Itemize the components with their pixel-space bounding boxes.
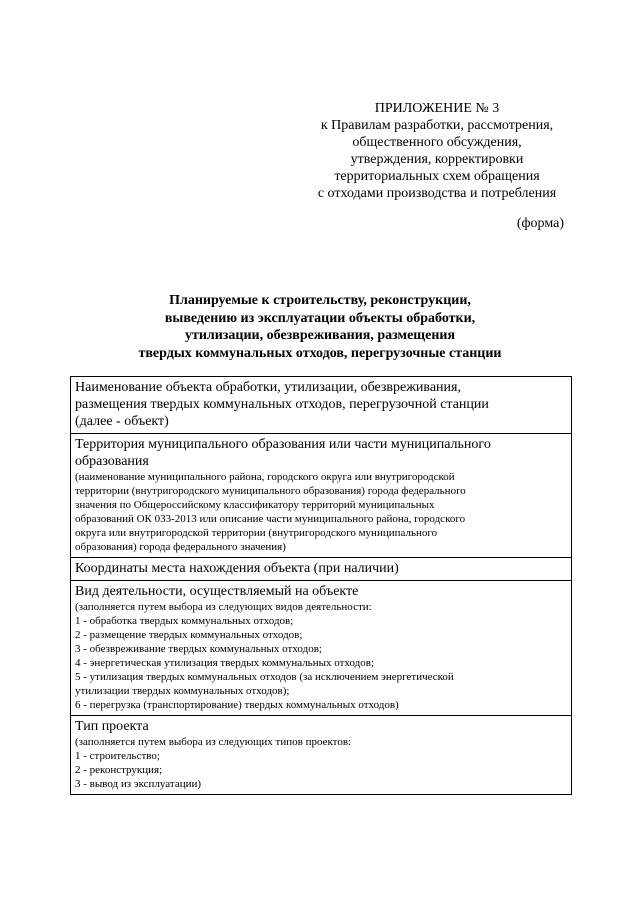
row-note-line: 4 - энергетическая утилизация твердых коммунальных отходов; [75, 657, 374, 669]
title-line: утилизации, обезвреживания, размещения [184, 328, 456, 343]
row-object-name [71, 377, 572, 434]
table-cell [71, 377, 572, 434]
row-note-line: значения по Общероссийскому классификатору территорий муниципальных [75, 499, 435, 511]
row-project-type [71, 716, 572, 795]
row-heading-line: (далее - объект) [75, 414, 169, 429]
table-cell [71, 581, 572, 716]
row-note-line: округа или внутригородской территории (внутригородского муниципального [75, 527, 438, 539]
row-note-line: 6 - перегрузка (транспортирование) твердых коммунальных отходов) [75, 699, 399, 711]
row-note-line: 5 - утилизация твердых коммунальных отходов (за исключением энергетической [75, 671, 454, 683]
row-note-line: 1 - обработка твердых коммунальных отходов; [75, 615, 294, 627]
title-line: выведению из эксплуатации объекты обработки, [164, 310, 476, 326]
row-note-line: 3 - вывод из эксплуатации) [75, 778, 202, 790]
row-note-line: образований ОК 033-2013 или описание части муниципального района, городского [75, 513, 466, 525]
row-note-line: образования) города федерального значения) [75, 541, 286, 553]
appendix-line: утверждения, корректировки [350, 152, 524, 167]
table-cell [71, 558, 572, 581]
document-title [60, 292, 580, 362]
row-heading-line: Координаты места нахождения объекта (при наличии) [75, 561, 399, 576]
row-note-line: (заполняется путем выбора из следующих видов деятельности: [75, 601, 372, 613]
form-table [70, 376, 572, 795]
form-mark: (форма) [516, 216, 564, 231]
row-heading-line: размещения твердых коммунальных отходов, перегрузочной станции [75, 397, 489, 412]
row-note-line: 2 - размещение твердых коммунальных отходов; [75, 629, 303, 641]
table-cell [71, 716, 572, 795]
appendix-line: с отходами производства и потребления [317, 186, 557, 201]
row-coordinates [71, 558, 572, 581]
row-note-line: (наименование муниципального района, городского округа или внутригородской [75, 471, 455, 483]
title-line: твердых коммунальных отходов, перегрузочные станции [138, 345, 502, 361]
row-note-line: территории (внутригородского муниципального образования) города федерального [75, 485, 466, 497]
row-heading-line: Территория муниципального образования или части муниципального [75, 437, 491, 452]
row-heading-line: образования [75, 454, 149, 469]
row-heading-line: Тип проекта [75, 719, 149, 734]
appendix-line: территориальных схем обращения [334, 169, 540, 184]
row-note-line: (заполняется путем выбора из следующих типов проектов: [75, 736, 352, 748]
row-note-line: 2 - реконструкция; [75, 764, 163, 776]
row-note-line: 1 - строительство; [75, 750, 160, 762]
appendix-title: ПРИЛОЖЕНИЕ № 3 [374, 101, 500, 116]
row-territory [71, 434, 572, 558]
row-activity-type [71, 581, 572, 716]
row-heading-line: Вид деятельности, осуществляемый на объекте [75, 584, 359, 599]
title-line: Планируемые к строительству, реконструкции, [169, 293, 471, 308]
appendix-line: общественного обсуждения, [352, 135, 522, 150]
appendix-header [290, 100, 584, 202]
table-cell [71, 434, 572, 558]
row-note-line: утилизации твердых коммунальных отходов); [75, 685, 290, 697]
row-note-line: 3 - обезвреживание твердых коммунальных отходов; [75, 643, 322, 655]
appendix-line: к Правилам разработки, рассмотрения, [320, 118, 554, 133]
row-heading-line: Наименование объекта обработки, утилизации, обезвреживания, [75, 380, 461, 395]
